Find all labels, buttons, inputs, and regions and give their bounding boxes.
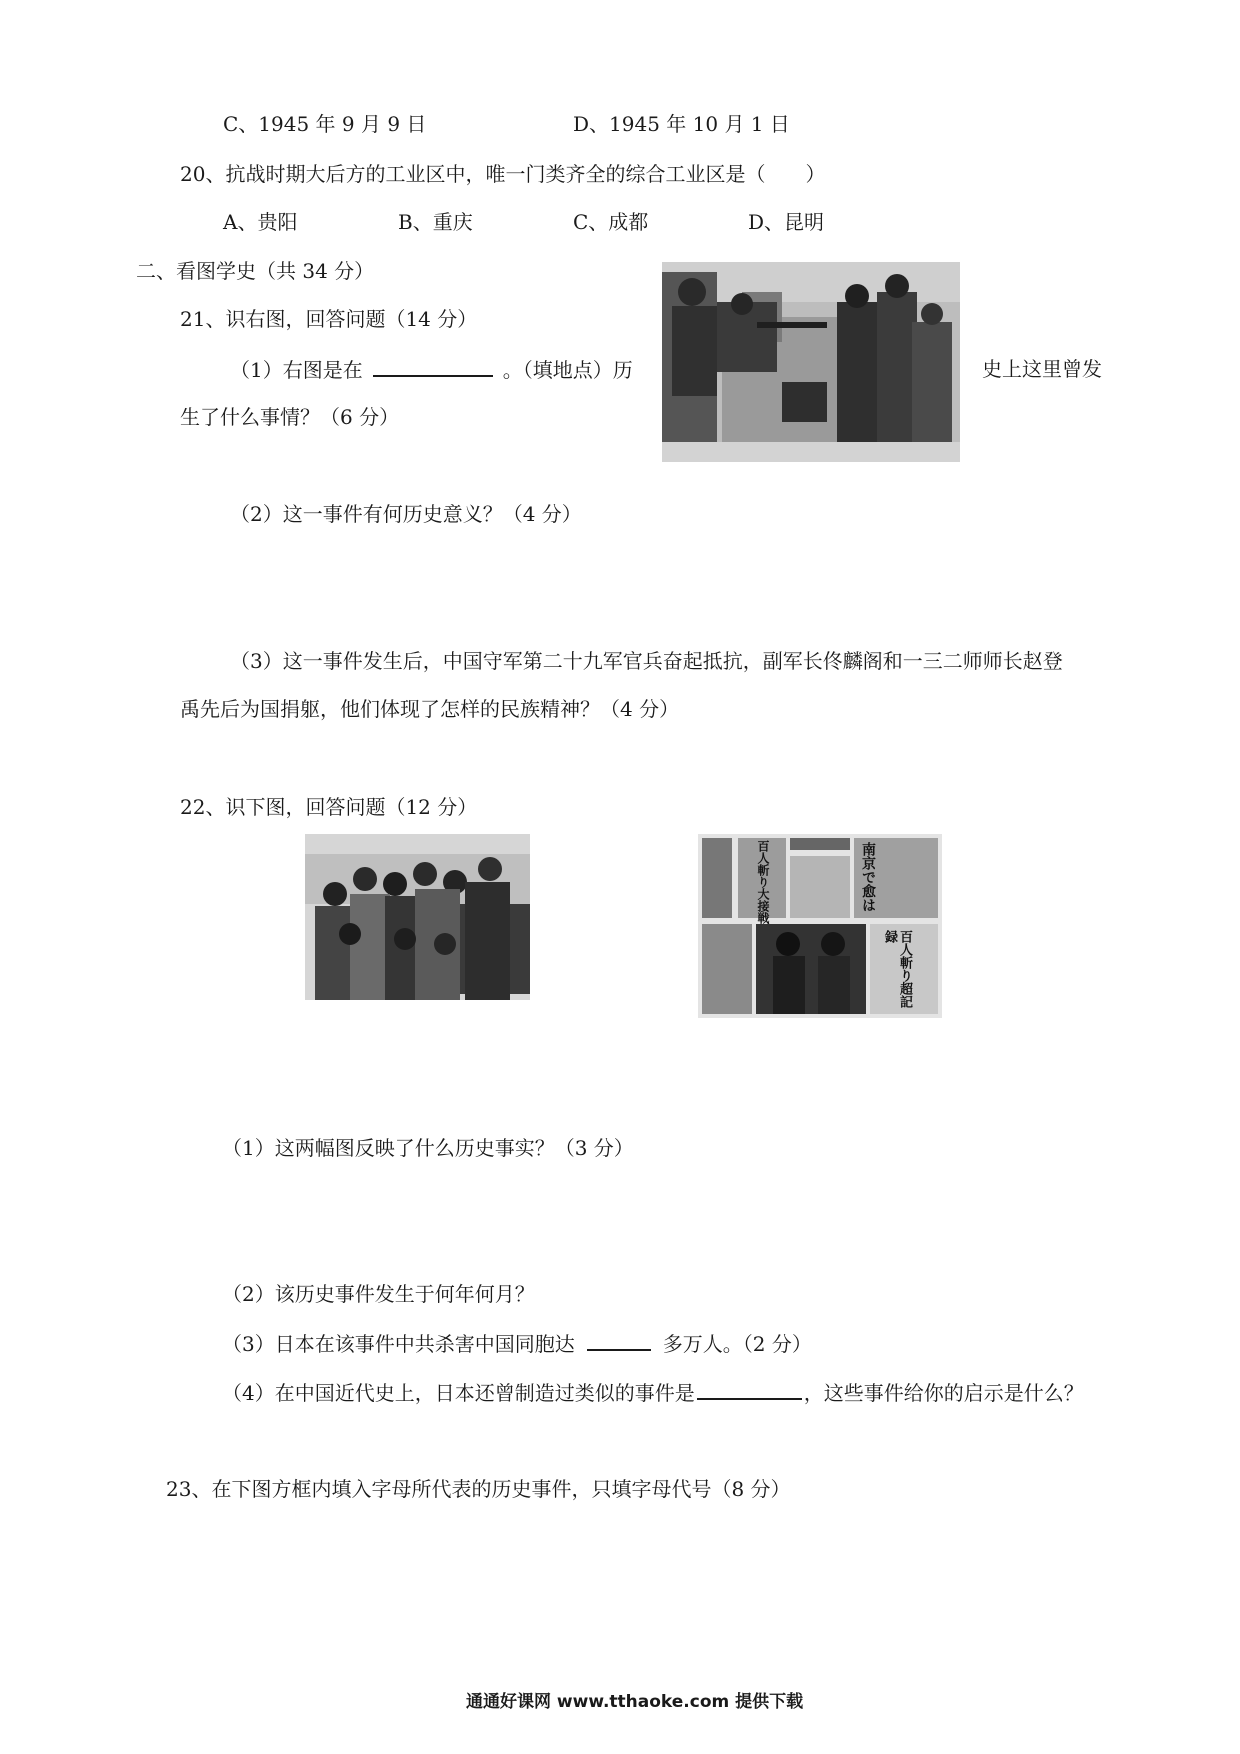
q19-option-d: D、1945 年 10 月 1 日	[573, 112, 790, 136]
q23-stem: 23、在下图方框内填入字母所代表的历史事件，只填字母代号（8 分）	[166, 1477, 791, 1501]
q20-stem: 20、抗战时期大后方的工业区中，唯一门类齐全的综合工业区是（ ）	[180, 162, 826, 186]
q21-part1-line2: 生了什么事情？（6 分）	[180, 405, 400, 429]
q22-part4-before: （4）在中国近代史上，日本还曾制造过类似的事件是	[222, 1381, 695, 1405]
newspaper-headline-3: 百人斬り大接戦	[756, 840, 770, 924]
q22-event-blank[interactable]	[697, 1378, 802, 1400]
q22-photo-crowd	[305, 834, 530, 1000]
q19-option-c: C、1945 年 9 月 9 日	[223, 112, 427, 136]
newspaper-headline-1: 百人斬り超記録	[882, 930, 912, 1008]
q22-part3	[222, 1329, 812, 1358]
q22-part4-after: ，这些事件给你的启示是什么？	[803, 1381, 1084, 1405]
q21-location-blank[interactable]	[373, 355, 493, 377]
q21-part1-right: 史上这里曾发	[982, 357, 1102, 381]
q20-option-a: A、贵阳	[223, 210, 298, 234]
q22-part4	[222, 1378, 1084, 1407]
q21-part3-line2: 禹先后为国捐躯，他们体现了怎样的民族精神？（4 分）	[180, 697, 680, 721]
q20-option-c: C、成都	[573, 210, 649, 234]
page-footer: 通通好课网 www.tthaoke.com 提供下载	[466, 1692, 804, 1712]
q21-part1-after: 。（填地点）历	[502, 358, 633, 382]
q20-option-d: D、昆明	[748, 210, 825, 234]
q22-part3-before: （3）日本在该事件中共杀害中国同胞达	[222, 1332, 575, 1356]
q22-photo-newspaper	[698, 834, 942, 1018]
q21-part3-line1: （3）这一事件发生后，中国守军第二十九军官兵奋起抵抗，副军长佟麟阁和一三二师师长赵登	[230, 649, 1063, 673]
q21-part1-before: （1）右图是在	[230, 358, 363, 382]
q22-count-blank[interactable]	[587, 1329, 651, 1351]
q21-photo	[662, 262, 960, 462]
section-heading: 二、看图学史（共 34 分）	[136, 259, 375, 283]
q21-part1-line1	[230, 355, 633, 384]
q20-option-b: B、重庆	[398, 210, 473, 234]
q22-part3-after: 多万人。（2 分）	[662, 1332, 812, 1356]
q22-part1: （1）这两幅图反映了什么历史事实？（3 分）	[222, 1136, 634, 1160]
q22-stem: 22、识下图，回答问题（12 分）	[180, 795, 478, 819]
q21-stem: 21、识右图，回答问题（14 分）	[180, 307, 478, 331]
newspaper-headline-2: 南京で愈は	[860, 842, 876, 912]
q22-part2: （2）该历史事件发生于何年何月？	[222, 1282, 535, 1306]
q21-part2: （2）这一事件有何历史意义？（4 分）	[230, 502, 582, 526]
